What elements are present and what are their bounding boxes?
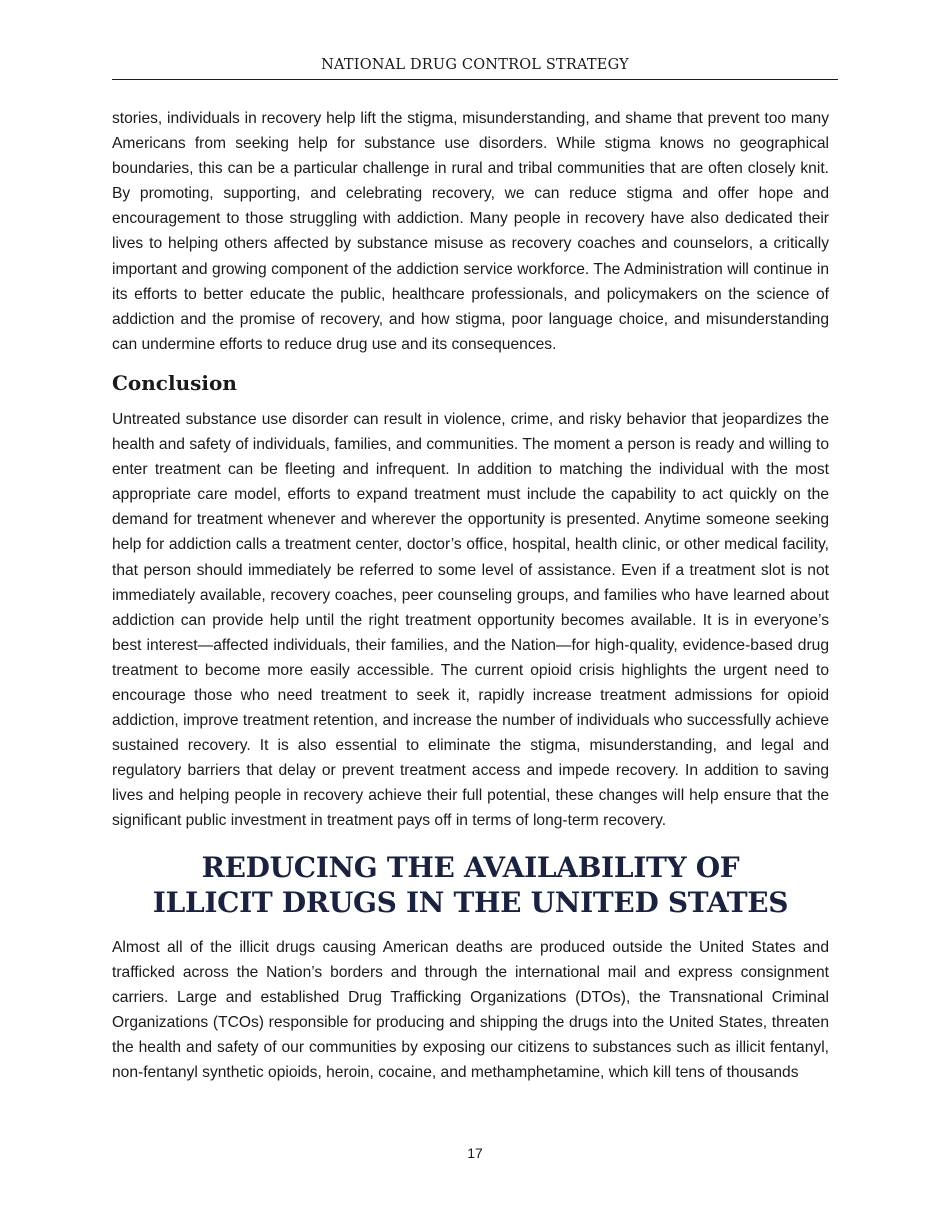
major-heading-line2: ILLICIT DRUGS IN THE UNITED STATES: [152, 885, 789, 919]
running-header: NATIONAL DRUG CONTROL STRATEGY: [321, 57, 629, 73]
conclusion-heading: Conclusion: [112, 370, 237, 395]
page-number: 17: [467, 1145, 483, 1161]
conclusion-paragraph: Untreated substance use disorder can result in violence, crime, and risky behavior that jeopardizes the health and safety of individuals, families, and communities. The moment a person is ready and willing to enter treatment can be fleeting and infrequent. In addition to matching the individual with the most appropriate care model, efforts to expand treatment must include the capability to act quickly on the demand for treatment whenever and wherever the opportunity is presented. Anytime someone seeking help for addiction calls a treatment center, doctor’s office, hospital, health clinic, or other medical facility, that person should immediately be referred to some level of assistance. Even if a treatment slot is not immediately available, recovery coaches, peer counseling groups, and families who have learned about addiction can provide help until the right treatment opportunity becomes available. It is in everyone’s best interest—affected individuals, their families, and the Nation—for high-quality, evidence-based drug treatment to become more easily accessible. The current opioid crisis highlights the urgent need to encourage those who need treatment to seek it, rapidly increase treatment admissions for opioid addiction, improve treatment retention, and increase the number of individuals who successfully achieve sustained recovery. It is also essential to eliminate the stigma, misunderstanding, and legal and regulatory barriers that delay or prevent treatment access and impede recovery. In addition to saving lives and helping people in recovery achieve their full potential, these changes will help ensure that the significant public investment in treatment pays off in terms of long-term recovery.: [112, 410, 829, 830]
major-heading: [112, 850, 829, 920]
intro-paragraph: stories, individuals in recovery help lift the stigma, misunderstanding, and shame that prevent too many Americans from seeking help for substance use disorders. While stigma knows no geographical boundaries, this can be a particular challenge in rural and tribal communities that are often closely knit. By promoting, supporting, and celebrating recovery, we can reduce stigma and offer hope and encouragement to those struggling with addiction. Many people in recovery have also dedicated their lives to helping others affected by substance misuse as recovery coaches and counselors, a critically important and growing component of the addiction service workforce. The Administration will continue in its efforts to better educate the public, healthcare professionals, and policymakers on the science of addiction and the promise of recovery, and how stigma, poor language choice, and misunderstanding can undermine efforts to reduce drug use and its consequences.: [112, 110, 829, 353]
major-heading-line1: REDUCING THE AVAILABILITY OF: [201, 850, 740, 884]
availability-paragraph: Almost all of the illicit drugs causing American deaths are produced outside the United States and trafficked across the Nation’s borders and through the international mail and express consignment carriers. Large and established Drug Trafficking Organizations (DTOs), the Transnational Criminal Organizations (TCOs) responsible for producing and shipping the drugs into the United States, threaten the health and safety of our communities by exposing our citizens to substances such as illicit fentanyl, non-fentanyl synthetic opioids, heroin, cocaine, and methamphetamine, which kill tens of thousands: [112, 938, 829, 1081]
header-rule: [112, 79, 838, 80]
page-content: [112, 106, 829, 1085]
